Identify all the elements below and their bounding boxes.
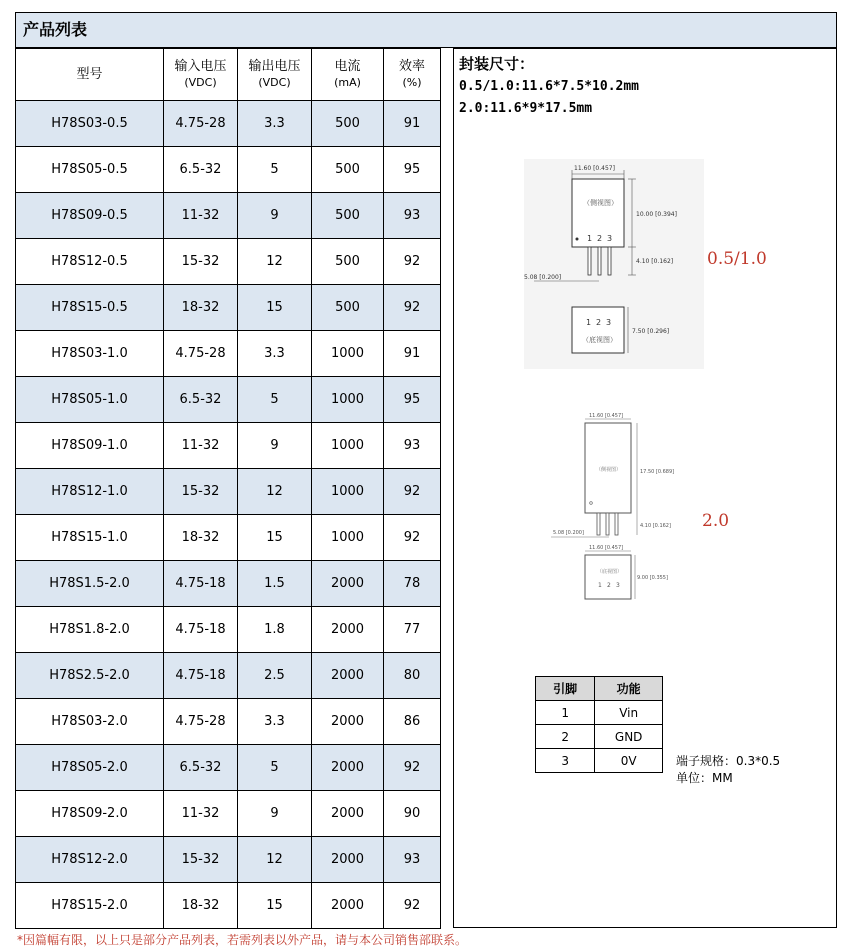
table-cell: H78S12-1.0 [16, 469, 164, 515]
pin-table-body [536, 701, 663, 773]
table-cell: H78S09-1.0 [16, 423, 164, 469]
table-cell: 4.75-18 [164, 561, 238, 607]
table-cell: 11-32 [164, 791, 238, 837]
table-cell: 93 [384, 193, 441, 239]
dim-pin-label: 4.10 [0.162] [636, 258, 674, 265]
table-cell: 92 [384, 469, 441, 515]
table-header-row [16, 49, 441, 101]
table-cell: 4.75-28 [164, 331, 238, 377]
table-cell: 1000 [312, 515, 384, 561]
table-cell: 86 [384, 699, 441, 745]
table-cell: 500 [312, 285, 384, 331]
dim-width-b-label: 11.60 [0.457] [589, 413, 624, 419]
bottom-b-pin-1: 1 [598, 582, 602, 589]
column-header [238, 49, 312, 101]
table-row [16, 331, 441, 377]
bottom-view-b-label: （底视图） [597, 569, 623, 575]
table-cell: 500 [312, 147, 384, 193]
side-view-label: （侧视图） [583, 199, 618, 207]
dim-width-label: 11.60 [0.457] [574, 165, 615, 172]
table-cell: 95 [384, 377, 441, 423]
table-cell: 77 [384, 607, 441, 653]
table-row [16, 515, 441, 561]
table-row [16, 469, 441, 515]
pin-row [536, 701, 663, 725]
table-cell: 91 [384, 101, 441, 147]
table-cell: 9 [238, 193, 312, 239]
table-cell: H78S15-2.0 [16, 883, 164, 929]
table-cell: 15 [238, 883, 312, 929]
table-cell: 1.5 [238, 561, 312, 607]
table-cell: 18-32 [164, 883, 238, 929]
table-body [16, 101, 441, 929]
table-cell: 80 [384, 653, 441, 699]
bottom-pin-number-1: 1 [586, 318, 592, 327]
table-row [16, 561, 441, 607]
column-header [164, 49, 238, 101]
table-row [16, 883, 441, 929]
unit-spec: 单位：MM [676, 771, 733, 785]
table-cell: 15-32 [164, 239, 238, 285]
table-cell: 3.3 [238, 699, 312, 745]
pin-table-header [536, 677, 663, 701]
dim-pitch-b-label: 5.08 [0.200] [553, 530, 584, 536]
dim-depth-label: 7.50 [0.296] [632, 328, 670, 335]
table-row [16, 193, 441, 239]
package-size-small: 0.5/1.0:11.6*7.5*10.2mm [459, 79, 640, 94]
drawing-large-package [549, 411, 699, 616]
table-cell: 15 [238, 515, 312, 561]
table-cell: H78S15-0.5 [16, 285, 164, 331]
pin-cell: 3 [536, 749, 595, 773]
table-cell: 2000 [312, 791, 384, 837]
pin-number-3: 3 [607, 234, 613, 243]
dim-height-b-label: 17.50 [0.689] [640, 469, 675, 475]
bottom-b-pin-2: 2 [607, 582, 611, 589]
dim-depth-b-label: 9.00 [0.355] [637, 575, 668, 581]
table-cell: 92 [384, 285, 441, 331]
table-row [16, 745, 441, 791]
column-header-label: 输入电压 [174, 58, 227, 74]
table-cell: 92 [384, 239, 441, 285]
table-cell: H78S1.5-2.0 [16, 561, 164, 607]
column-header-unit: (%) [402, 75, 422, 89]
dim-height-label: 10.00 [0.394] [636, 211, 677, 218]
pin-cell: 2 [536, 725, 595, 749]
table-cell: H78S05-2.0 [16, 745, 164, 791]
table-cell: 3.3 [238, 101, 312, 147]
table-row [16, 791, 441, 837]
table-cell: 2.5 [238, 653, 312, 699]
table-row [16, 423, 441, 469]
pin-number-2: 2 [597, 234, 603, 243]
table-cell: 93 [384, 837, 441, 883]
table-cell: H78S12-2.0 [16, 837, 164, 883]
pin-header-cell: 功能 [595, 677, 663, 701]
table-cell: 1000 [312, 377, 384, 423]
table-cell: 4.75-18 [164, 607, 238, 653]
table-row [16, 285, 441, 331]
table-cell: H78S1.8-2.0 [16, 607, 164, 653]
dim-pitch-label: 5.08 [0.200] [524, 274, 562, 281]
table-cell: H78S09-2.0 [16, 791, 164, 837]
bottom-view-label: （底视图） [582, 336, 617, 344]
table-cell: 90 [384, 791, 441, 837]
pin-header-cell: 引脚 [536, 677, 595, 701]
table-cell: 1000 [312, 423, 384, 469]
table-cell: H78S03-2.0 [16, 699, 164, 745]
table-cell: 9 [238, 423, 312, 469]
column-header [312, 49, 384, 101]
table-row [16, 239, 441, 285]
table-cell: 6.5-32 [164, 745, 238, 791]
table-cell: 2000 [312, 837, 384, 883]
pin-cell: 0V [595, 749, 663, 773]
table-cell: 9 [238, 791, 312, 837]
product-table [15, 48, 441, 929]
table-cell: 5 [238, 147, 312, 193]
pin-table [535, 676, 663, 773]
package-title: 封装尺寸： [459, 55, 535, 73]
package-panel [453, 48, 837, 928]
table-row [16, 377, 441, 423]
table-cell: 15-32 [164, 837, 238, 883]
bottom-pin-number-2: 2 [596, 318, 602, 327]
table-cell: 1000 [312, 331, 384, 377]
dim-width2-b-label: 11.60 [0.457] [589, 545, 624, 551]
table-row [16, 101, 441, 147]
bottom-pin-number-3: 3 [606, 318, 612, 327]
table-cell: 78 [384, 561, 441, 607]
table-cell: 92 [384, 745, 441, 791]
table-cell: 2000 [312, 699, 384, 745]
table-cell: 5 [238, 377, 312, 423]
pin-cell: 1 [536, 701, 595, 725]
table-cell: 18-32 [164, 515, 238, 561]
pin-row [536, 725, 663, 749]
bottom-b-pin-3: 3 [616, 582, 620, 589]
table-row [16, 147, 441, 193]
table-cell: 1000 [312, 469, 384, 515]
table-cell: 2000 [312, 883, 384, 929]
table-cell: 4.75-18 [164, 653, 238, 699]
drawing-small-label: 0.5/1.0 [707, 249, 767, 269]
table-cell: 2000 [312, 607, 384, 653]
dim-pin-b-label: 4.10 [0.162] [640, 523, 671, 529]
pin-row [536, 749, 663, 773]
terminal-spec: 端子规格：0.3*0.5 [676, 754, 781, 768]
pin-number-1: 1 [587, 234, 593, 243]
table-cell: 12 [238, 837, 312, 883]
column-header-unit: (VDC) [258, 75, 291, 89]
table-cell: H78S05-0.5 [16, 147, 164, 193]
table-cell: 4.75-28 [164, 699, 238, 745]
table-row [16, 653, 441, 699]
table-cell: 5 [238, 745, 312, 791]
table-cell: H78S05-1.0 [16, 377, 164, 423]
table-cell: H78S2.5-2.0 [16, 653, 164, 699]
page-title: 产品列表 [15, 12, 837, 48]
pin-cell: Vin [595, 701, 663, 725]
table-cell: 4.75-28 [164, 101, 238, 147]
table-cell: 15 [238, 285, 312, 331]
column-header-unit: (VDC) [184, 75, 217, 89]
table-cell: 500 [312, 101, 384, 147]
column-header-label: 效率 [398, 58, 425, 74]
table-cell: H78S12-0.5 [16, 239, 164, 285]
table-cell: 11-32 [164, 193, 238, 239]
column-header-unit: (mA) [334, 75, 361, 89]
table-row [16, 607, 441, 653]
table-cell: H78S15-1.0 [16, 515, 164, 561]
package-size-large: 2.0:11.6*9*17.5mm [459, 101, 593, 116]
table-cell: 92 [384, 515, 441, 561]
column-header-label: 输出电压 [248, 58, 301, 74]
table-cell: 2000 [312, 561, 384, 607]
table-cell: H78S09-0.5 [16, 193, 164, 239]
table-cell: 95 [384, 147, 441, 193]
table-cell: 91 [384, 331, 441, 377]
table-cell: 11-32 [164, 423, 238, 469]
table-cell: 6.5-32 [164, 377, 238, 423]
footnote: *因篇幅有限，以上只是部分产品列表，若需列表以外产品，请与本公司销售部联系。 [17, 933, 468, 947]
table-cell: 93 [384, 423, 441, 469]
table-row [16, 837, 441, 883]
pin-cell: GND [595, 725, 663, 749]
table-cell: 6.5-32 [164, 147, 238, 193]
column-header [384, 49, 441, 101]
table-cell: 2000 [312, 653, 384, 699]
table-cell: 1.8 [238, 607, 312, 653]
side-view-b-label: （侧视图） [596, 467, 622, 473]
table-cell: H78S03-0.5 [16, 101, 164, 147]
column-header [16, 49, 164, 101]
table-cell: 18-32 [164, 285, 238, 331]
table-cell: H78S03-1.0 [16, 331, 164, 377]
table-cell: 2000 [312, 745, 384, 791]
column-header-label: 电流 [334, 58, 361, 74]
drawing-small-package [524, 159, 704, 369]
column-header-label: 型号 [76, 66, 103, 82]
table-cell: 500 [312, 239, 384, 285]
table-cell: 3.3 [238, 331, 312, 377]
table-cell: 500 [312, 193, 384, 239]
table-cell: 12 [238, 469, 312, 515]
drawing-large-label: 2.0 [702, 511, 730, 531]
table-cell: 12 [238, 239, 312, 285]
table-cell: 92 [384, 883, 441, 929]
table-cell: 15-32 [164, 469, 238, 515]
table-row [16, 699, 441, 745]
